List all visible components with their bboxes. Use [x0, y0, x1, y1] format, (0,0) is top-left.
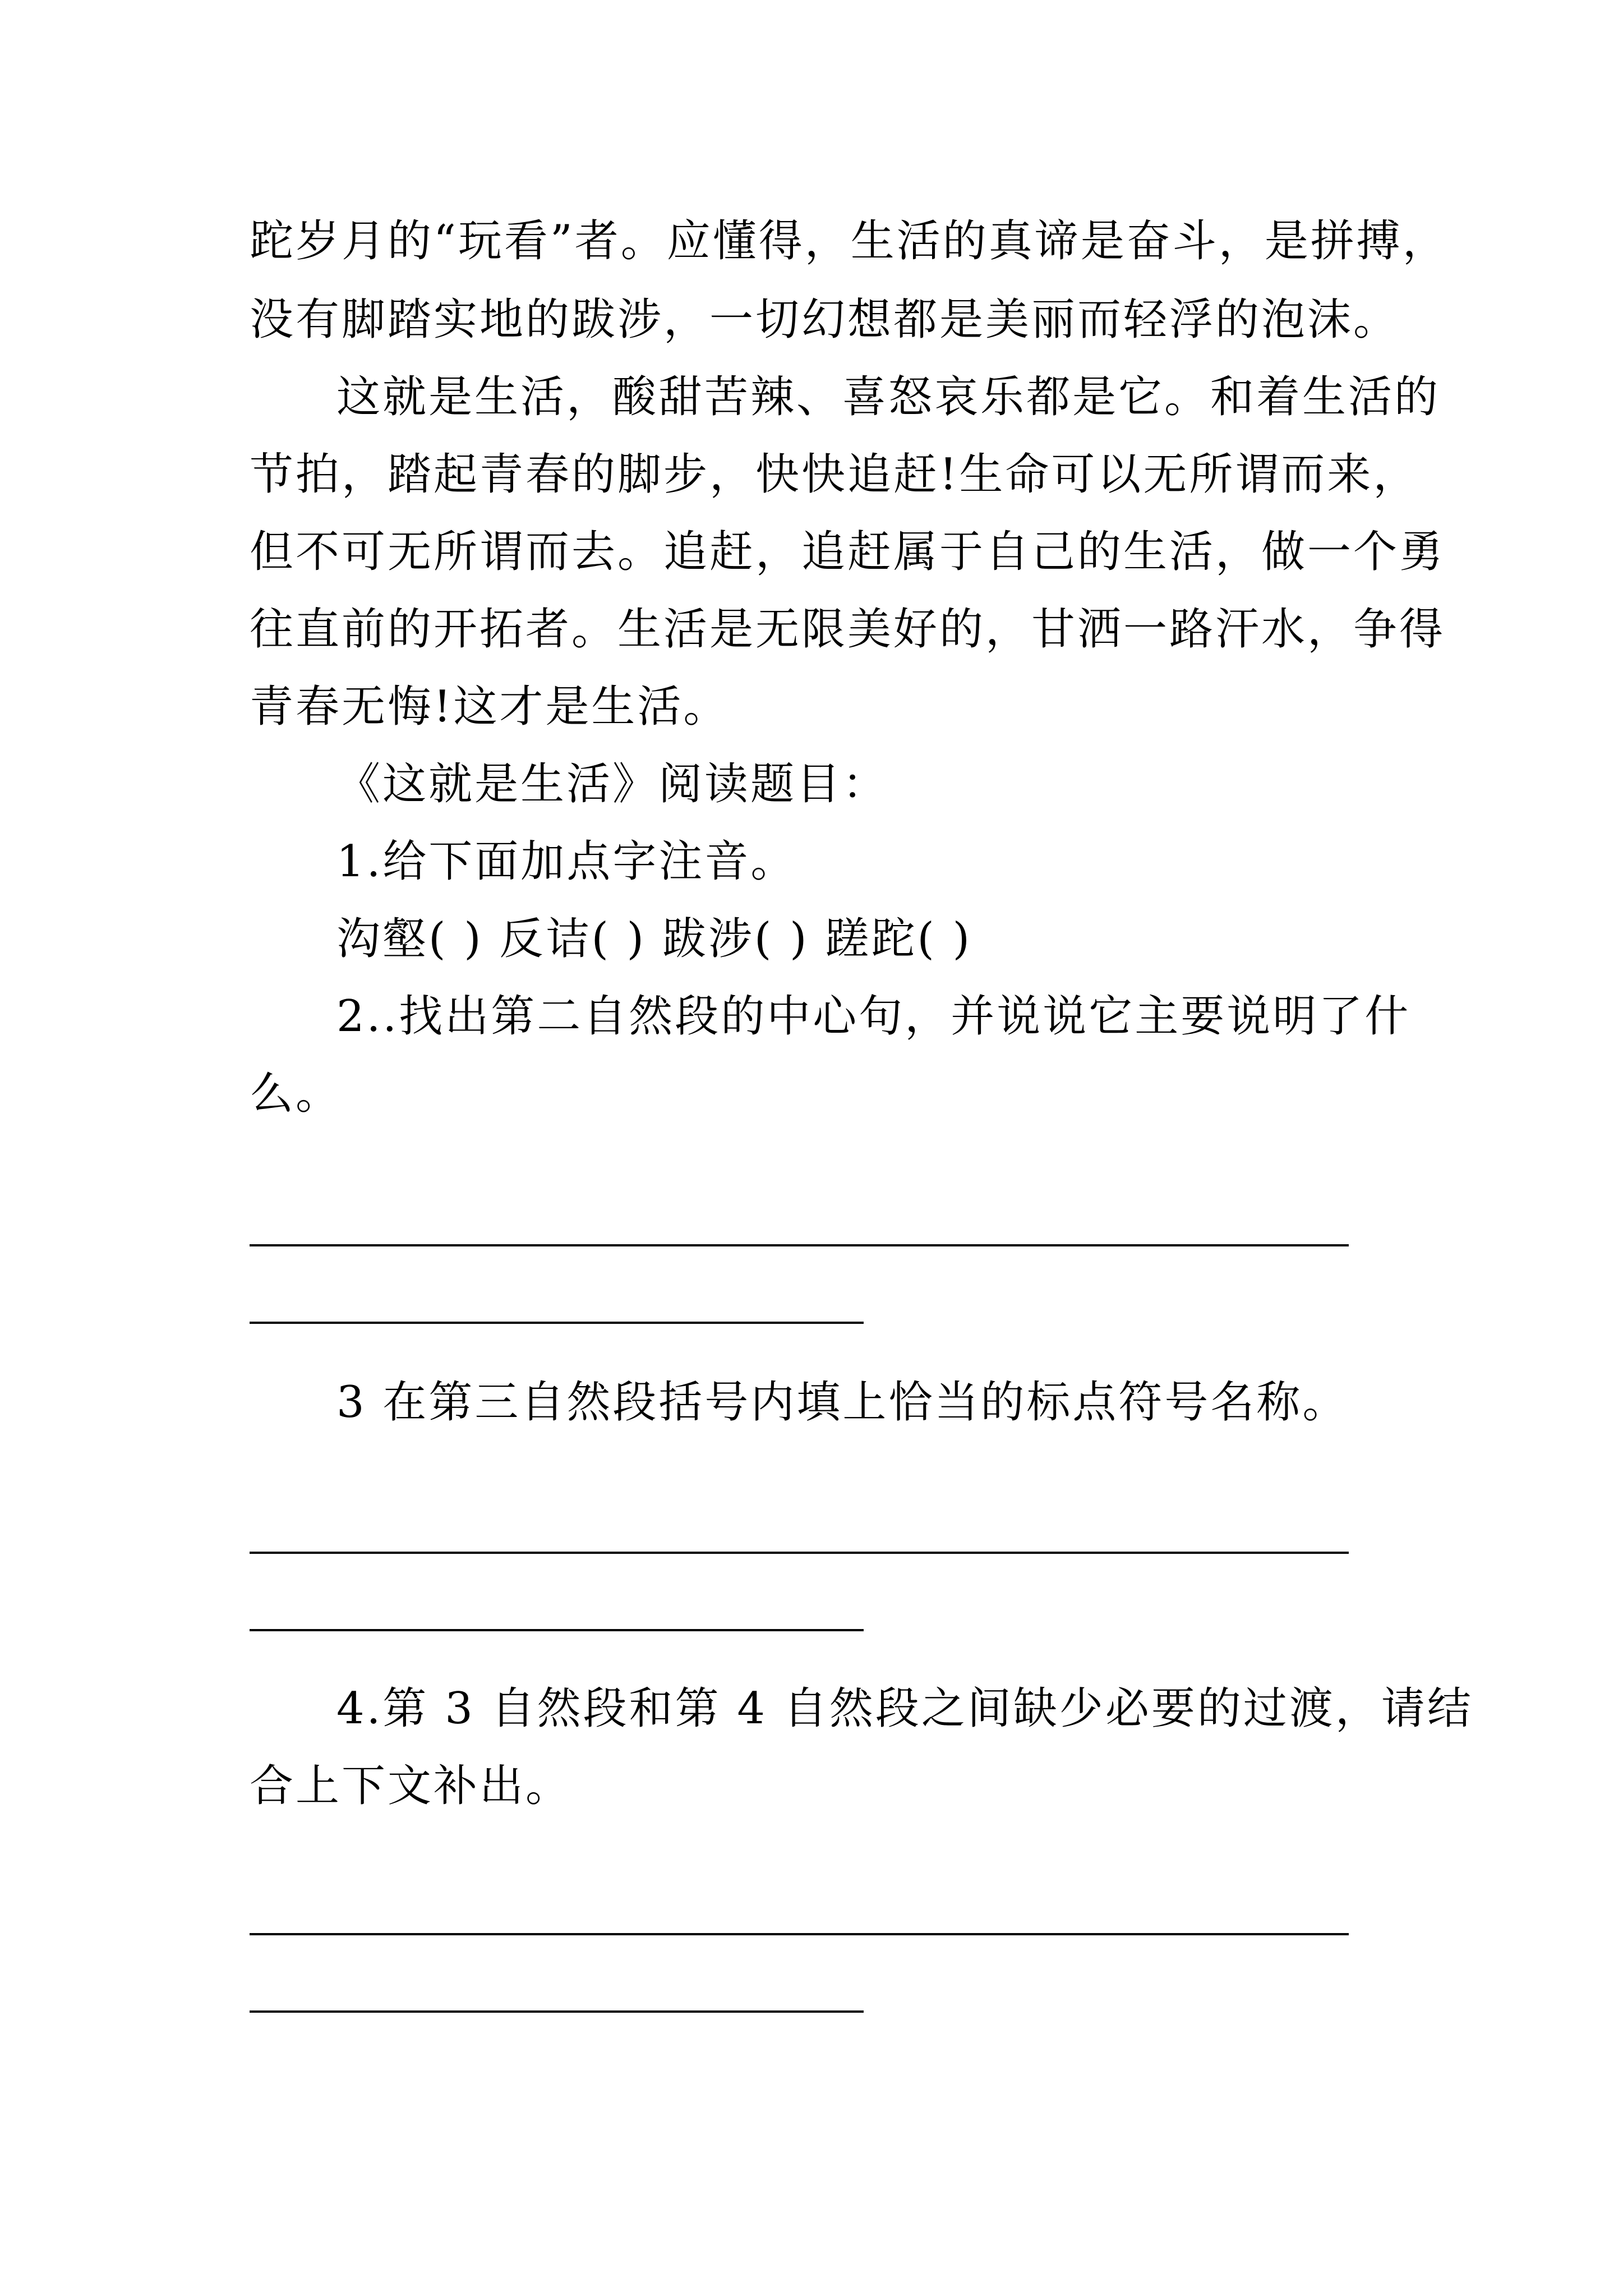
question-3-prompt: 3 在第三自然段括号内填上恰当的标点符号名称。	[336, 1377, 1349, 1428]
question-2-line-2: 么。	[250, 1069, 342, 1119]
question-1-words: 沟壑( ) 反诘( ) 跋涉( ) 蹉跎( )	[336, 914, 972, 964]
question-4-line-2: 合上下文补出。	[250, 1761, 572, 1811]
answer-line-q4-1	[250, 1933, 1349, 1935]
question-2-line-1: 2..找出第二自然段的中心句，并说说它主要说明了什	[336, 991, 1411, 1042]
answer-line-q3-2	[250, 1629, 864, 1631]
paragraph-2-line-2: 节拍，踏起青春的脚步，快快追赶!生命可以无所谓而来，	[250, 449, 1419, 500]
paragraph-2-line-4: 往直前的开拓者。生活是无限美好的，甘洒一路汗水，争得	[250, 604, 1446, 655]
paragraph-2-line-1: 这就是生活，酸甜苦辣、喜怒哀乐都是它。和着生活的	[336, 372, 1441, 422]
question-1-prompt: 1.给下面加点字注音。	[336, 836, 797, 887]
answer-line-q3-1	[250, 1552, 1349, 1554]
paragraph-2-line-3: 但不可无所谓而去。追赶，追赶属于自己的生活，做一个勇	[250, 527, 1446, 577]
paragraph-2-line-5: 青春无悔!这才是生活。	[250, 682, 730, 732]
answer-line-q2-1	[250, 1244, 1349, 1246]
answer-line-q2-2	[250, 1322, 864, 1324]
paragraph-1-line-1: 跎岁月的“玩看”者。应懂得，生活的真谛是奋斗，是拼搏，	[250, 216, 1449, 266]
paragraph-1-line-2: 没有脚踏实地的跋涉，一切幻想都是美丽而轻浮的泡沫。	[250, 295, 1400, 345]
questions-title: 《这就是生活》阅读题目：	[336, 759, 889, 809]
answer-line-q4-2	[250, 2010, 864, 2013]
question-4-line-1: 4.第 3 自然段和第 4 自然段之间缺少必要的过渡，请结	[336, 1683, 1473, 1734]
